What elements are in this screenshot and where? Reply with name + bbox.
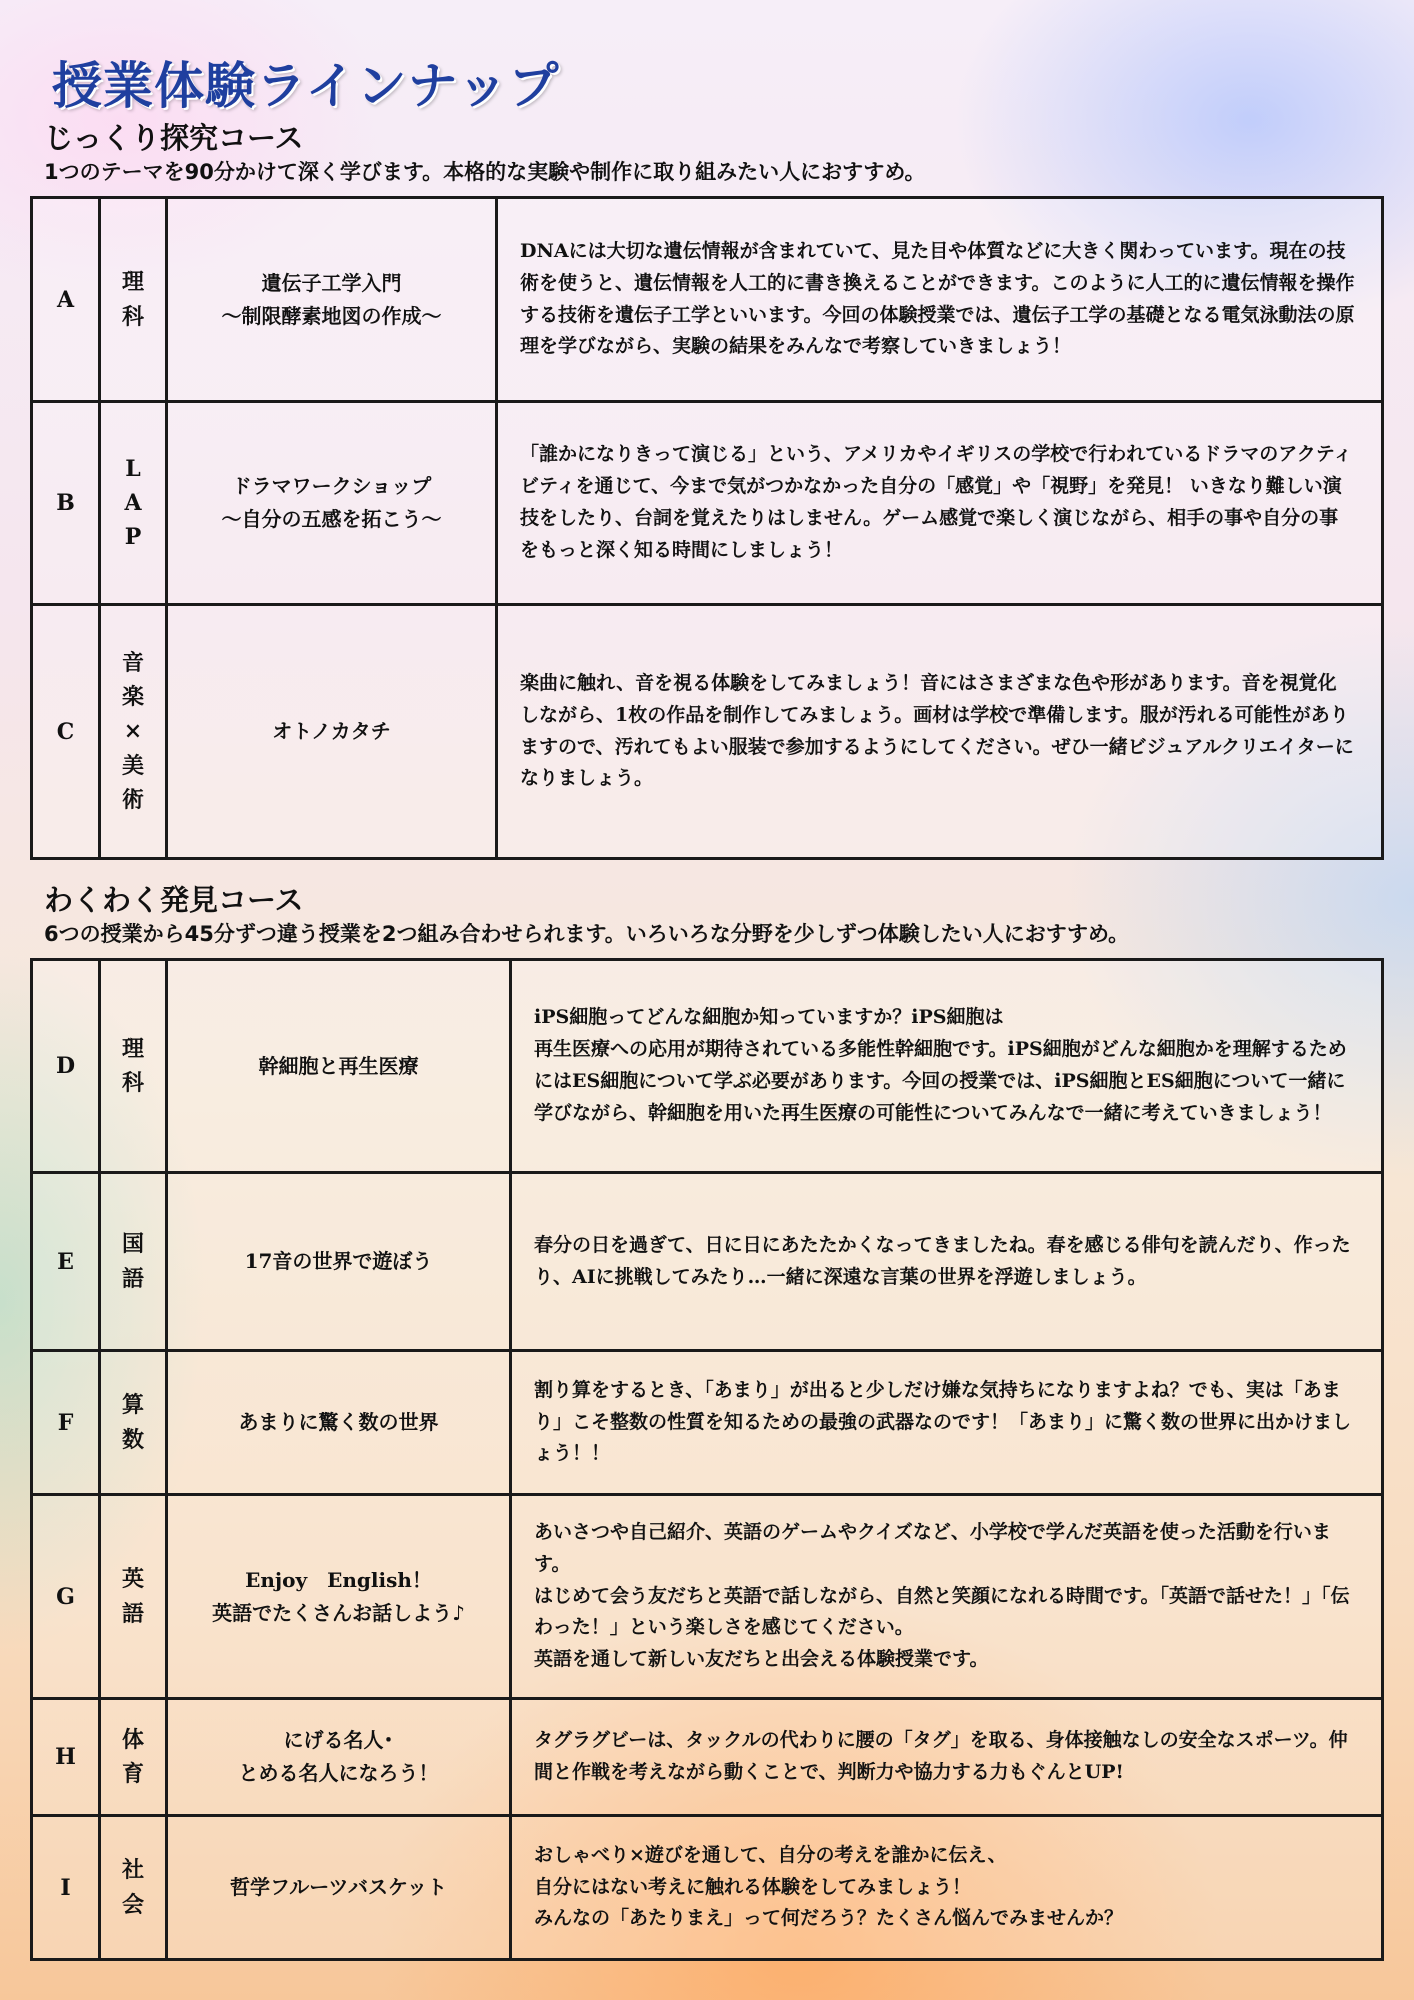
- course-description: タグラグビーは、タックルの代わりに腰の「タグ」を取る、身体接触なしの安全なスポーツ。仲間と作戦を考えながら動くことで、判断力や協力する力もぐんとUP!: [511, 1699, 1383, 1816]
- course-row-g: [32, 1495, 1383, 1699]
- course-description: 割り算をするとき、「あまり」が出ると少しだけ嫌な気持ちになりますよね？でも、実は「あまり」こそ整数の性質を知るための最強の武器なのです！「あまり」に驚く数の世界に出かけましょう！！: [511, 1351, 1383, 1495]
- section-title-wakuwaku: わくわく発見コース: [44, 883, 304, 917]
- course-row-b: [32, 402, 1383, 605]
- section-title-jikkuri: じっくり探究コース: [44, 121, 304, 155]
- course-row-f: [32, 1351, 1383, 1495]
- course-id: E: [32, 1173, 100, 1351]
- course-description: 「誰かになりきって演じる」という、アメリカやイギリスの学校で行われているドラマのアクティビティを通じて、今まで気がつかなかった自分の「感覚」や「視野」を発見！ いきなり難しい演技をしたり、台詞を覚えたりはしません。ゲーム感覚で楽しく演じながら、相手の事や自分の事をもっと深く知る時間にしましょう！: [497, 402, 1383, 605]
- course-id: C: [32, 605, 100, 859]
- course-title: オトノカタチ: [167, 605, 497, 859]
- course-title: 幹細胞と再生医療: [167, 960, 511, 1173]
- course-subject: 理科: [100, 960, 167, 1173]
- course-row-i: [32, 1816, 1383, 1960]
- course-description: DNAには大切な遺伝情報が含まれていて、見た目や体質などに大きく関わっています。現在の技術を使うと、遺伝情報を人工的に書き換えることができます。このように人工的に遺伝情報を操作する技術を遺伝子工学といいます。今回の体験授業では、遺伝子工学の基礎となる電気泳動法の原理を学びながら、実験の結果をみんなで考察していきましょう！: [497, 198, 1383, 402]
- course-table-wakuwaku: [30, 958, 1384, 1961]
- page-title: 授業体験ラインナップ: [52, 57, 560, 115]
- course-title: 17音の世界で遊ぼう: [167, 1173, 511, 1351]
- course-subject: 体育: [100, 1699, 167, 1816]
- course-title: あまりに驚く数の世界: [167, 1351, 511, 1495]
- course-subject: 理科: [100, 198, 167, 402]
- course-description: あいさつや自己紹介、英語のゲームやクイズなど、小学校で学んだ英語を使った活動を行います。 はじめて会う友だちと英語で話しながら、自然と笑顔になれる時間です。「英語で話せた！」「伝わった！」という楽しさを感じてください。 英語を通して新しい友だちと出会える体験授業です。: [511, 1495, 1383, 1699]
- course-description: iPS細胞ってどんな細胞か知っていますか？iPS細胞は 再生医療への応用が期待されている多能性幹細胞です。iPS細胞がどんな細胞かを理解するためにはES細胞について学ぶ必要があります。今回の授業では、iPS細胞とES細胞について一緒に学びながら、幹細胞を用いた再生医療の可能性についてみんなで一緒に考えていきましょう！: [511, 960, 1383, 1173]
- course-id: I: [32, 1816, 100, 1960]
- course-id: B: [32, 402, 100, 605]
- course-description: 春分の日を過ぎて、日に日にあたたかくなってきましたね。春を感じる俳句を読んだり、作ったり、AIに挑戦してみたり…一緒に深遠な言葉の世界を浮遊しましょう。: [511, 1173, 1383, 1351]
- course-row-d: [32, 960, 1383, 1173]
- course-subject: 国語: [100, 1173, 167, 1351]
- course-title: ドラマワークショップ ～自分の五感を拓こう～: [167, 402, 497, 605]
- course-row-c: [32, 605, 1383, 859]
- course-row-e: [32, 1173, 1383, 1351]
- section-desc-jikkuri: 1つのテーマを90分かけて深く学びます。本格的な実験や制作に取り組みたい人におすすめ。: [44, 160, 926, 184]
- course-id: G: [32, 1495, 100, 1699]
- course-title: 遺伝子工学入門 ～制限酵素地図の作成～: [167, 198, 497, 402]
- course-table-jikkuri: [30, 196, 1384, 860]
- course-description: おしゃべり×遊びを通して、自分の考えを誰かに伝え、 自分にはない考えに触れる体験をしてみましょう！ みんなの「あたりまえ」って何だろう？たくさん悩んでみませんか？: [511, 1816, 1383, 1960]
- course-row-a: [32, 198, 1383, 402]
- course-row-h: [32, 1699, 1383, 1816]
- course-id: A: [32, 198, 100, 402]
- course-subject: 算数: [100, 1351, 167, 1495]
- course-subject: 音楽×美術: [100, 605, 167, 859]
- course-title: にげる名人･ とめる名人になろう！: [167, 1699, 511, 1816]
- course-id: H: [32, 1699, 100, 1816]
- course-title: 哲学フルーツバスケット: [167, 1816, 511, 1960]
- course-title: Enjoy English！ 英語でたくさんお話しよう♪: [167, 1495, 511, 1699]
- course-subject: 社会: [100, 1816, 167, 1960]
- course-id: D: [32, 960, 100, 1173]
- course-subject: 英語: [100, 1495, 167, 1699]
- course-subject: LAP: [100, 402, 167, 605]
- course-description: 楽曲に触れ、音を視る体験をしてみましょう！音にはさまざまな色や形があります。音を視覚化しながら、1枚の作品を制作してみましょう。画材は学校で準備します。服が汚れる可能性がありますので、汚れてもよい服装で参加するようにしてください。ぜひ一緒ビジュアルクリエイターになりましょう。: [497, 605, 1383, 859]
- course-id: F: [32, 1351, 100, 1495]
- section-desc-wakuwaku: 6つの授業から45分ずつ違う授業を2つ組み合わせられます。いろいろな分野を少しずつ体験したい人におすすめ。: [44, 922, 1130, 946]
